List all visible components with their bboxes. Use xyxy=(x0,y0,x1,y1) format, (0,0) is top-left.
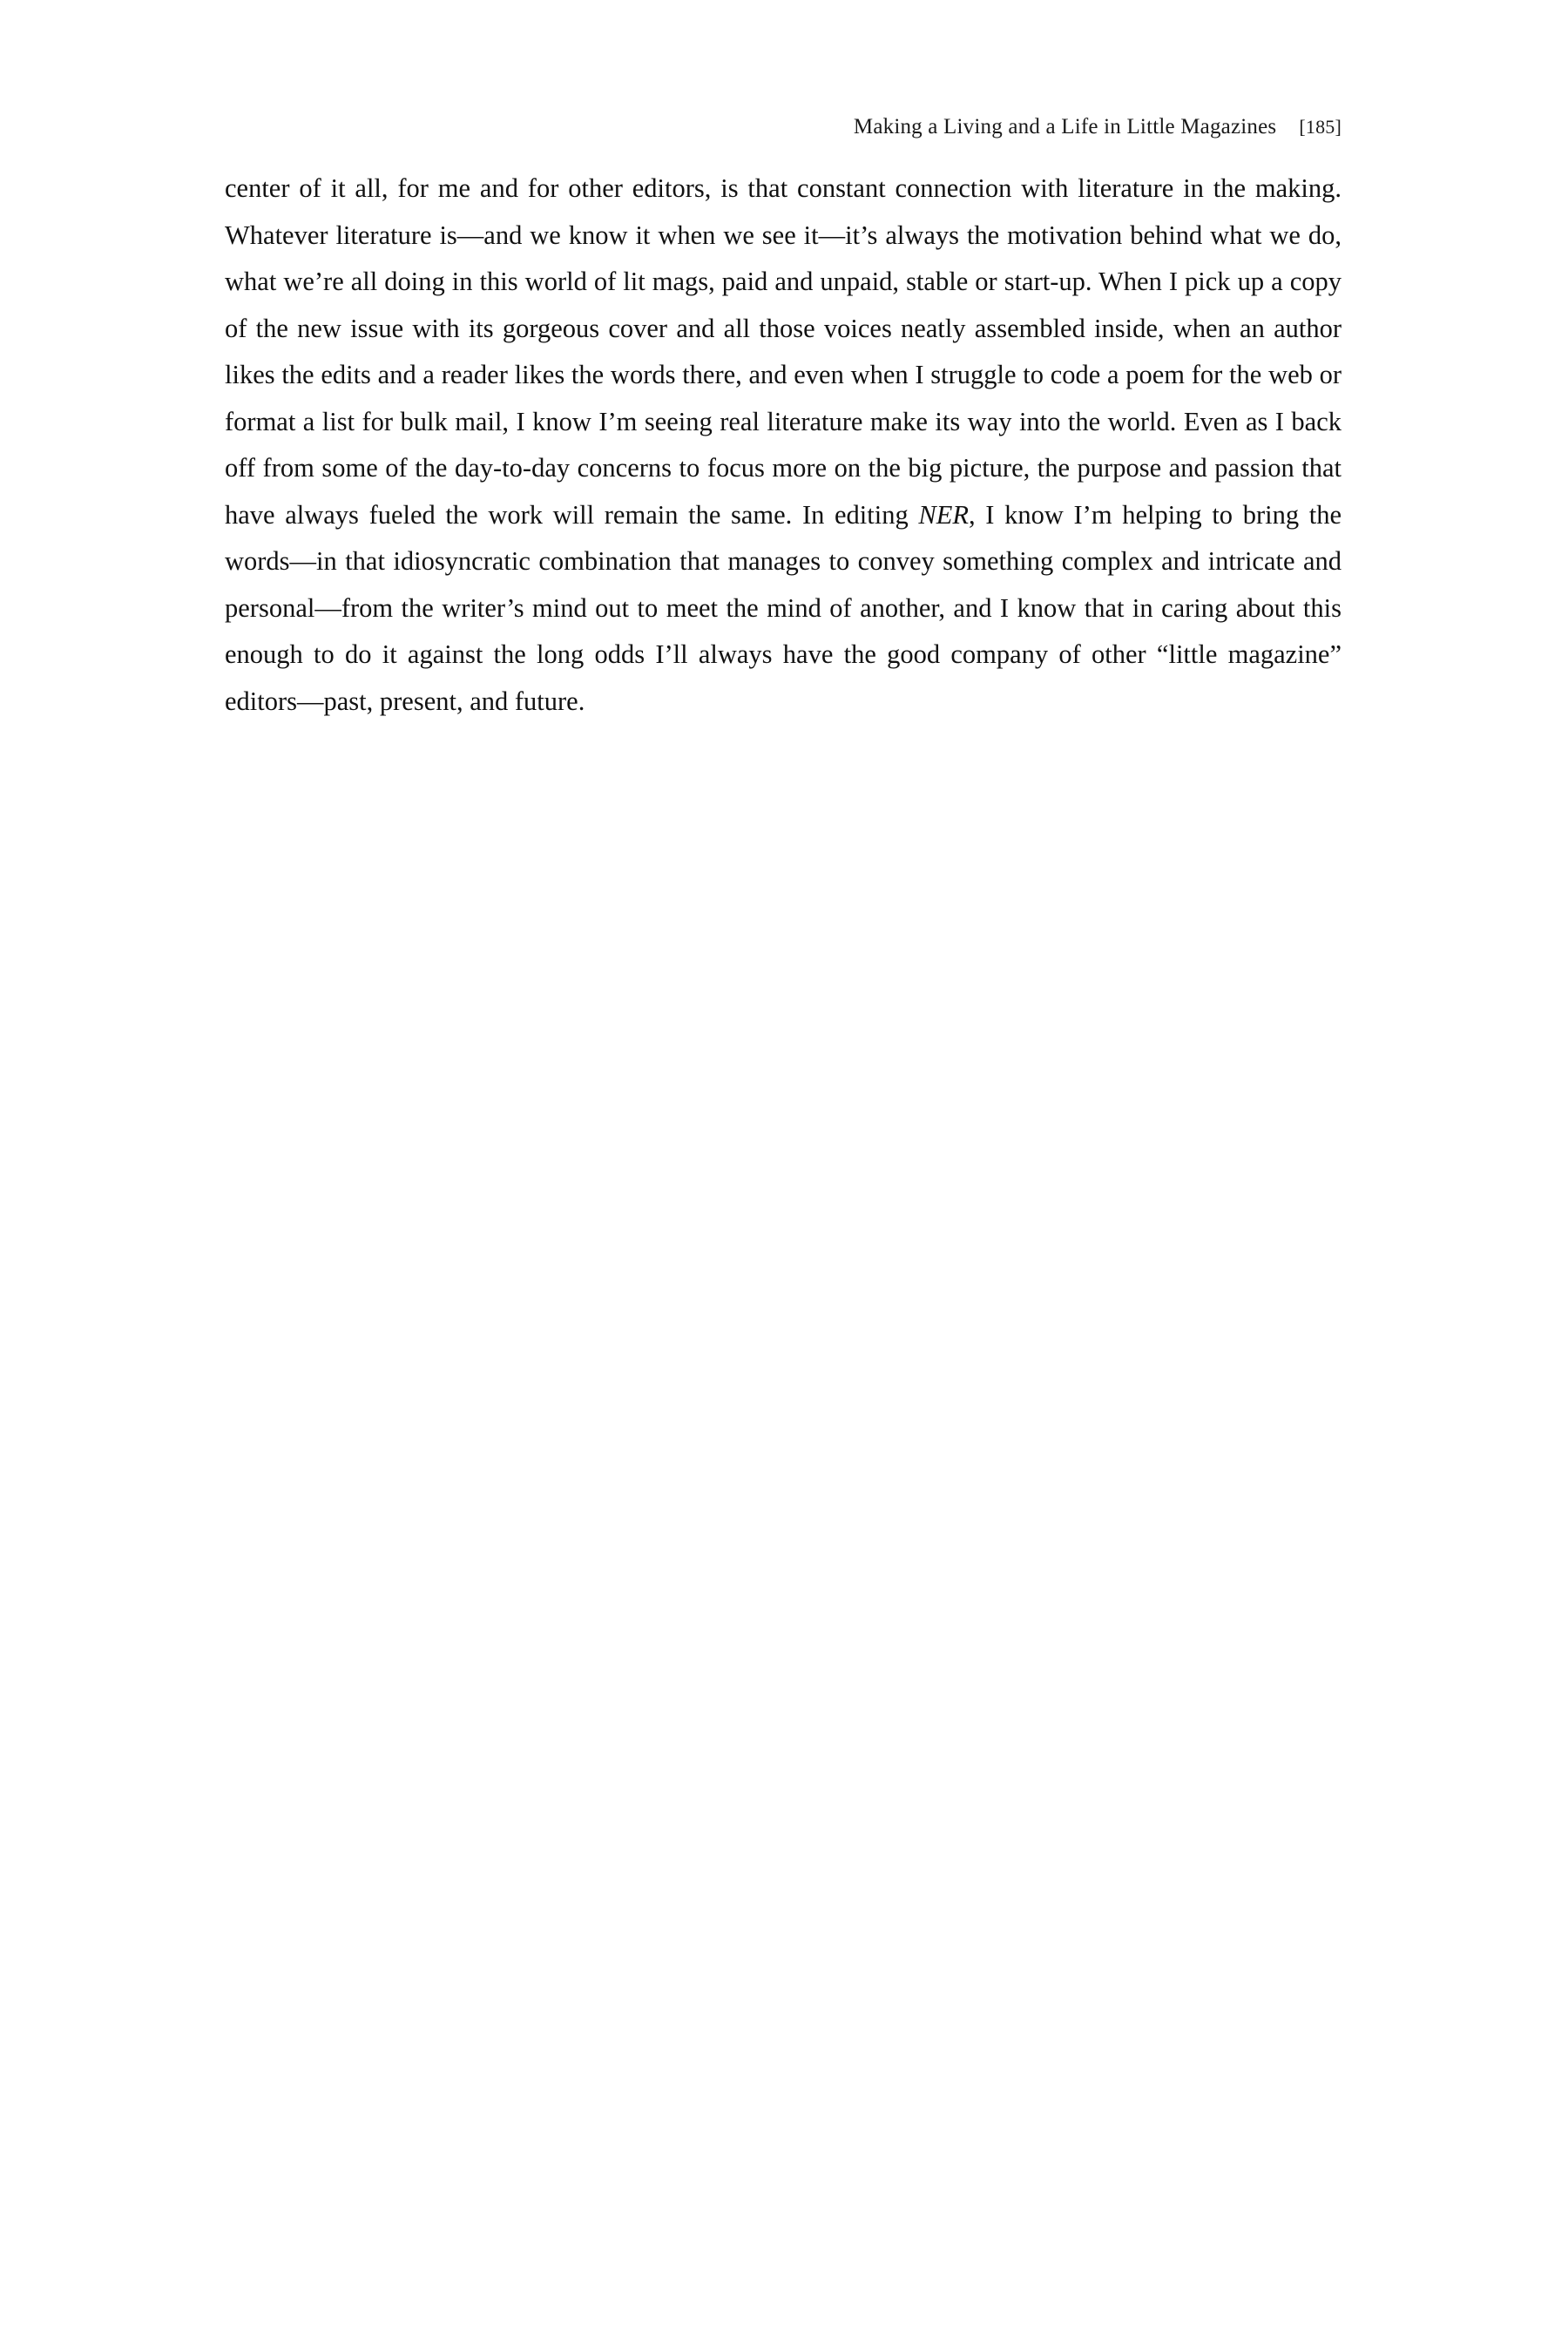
paragraph xyxy=(225,166,1342,725)
running-head xyxy=(226,115,1342,139)
paragraph-segment-1: center of it all, for me and for other editors, is that constant connection with literature in the making. Whatever literature is—and we know it when we see it—it’s always the motivation behind what we do, what we’re all doing in this world of lit mags, paid and unpaid, stable or start-up. When I pick up a copy of the new issue with its gorgeous cover and all those voices neatly assembled inside, when an author likes the edits and a reader likes the words there, and even when I struggle to code a poem for the web or format a list for bulk mail, I know I’m seeing real literature make its way into the world. Even as I back off from some of the day-to-day concerns to focus more on the big picture, the purpose and passion that have always fueled the work will remain the same. In editing xyxy=(225,173,1342,530)
body-text-block xyxy=(225,166,1342,725)
running-head-title: Making a Living and a Life in Little Magazines xyxy=(853,115,1277,139)
paragraph-segment-2: , I know I’m helping to bring the words—in that idiosyncratic combination that manages to convey something complex and intricate and personal—from the writer’s mind out to meet the mind of another, and I know that in caring about this enough to do it against the long odds I’ll always have the good company of other “little magazine” editors—past, present, and future. xyxy=(225,499,1342,716)
page-number: [185] xyxy=(1299,116,1342,138)
italic-journal-name: NER xyxy=(918,499,969,530)
